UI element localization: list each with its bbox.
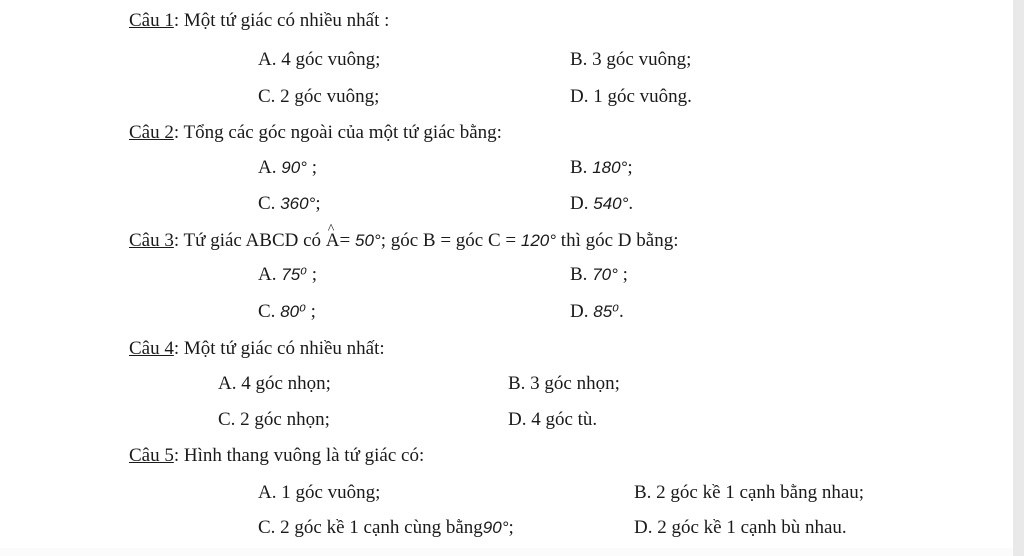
option-value: 75⁰ [281,265,307,284]
option-value: 90° [482,518,509,537]
question-4 [129,338,385,360]
question-label: Câu 4 [129,338,174,359]
option-value: 540° [593,194,629,213]
question-5-option-c [258,517,514,539]
question-text-pre: : Tứ giác ABCD có [173,230,326,251]
question-1-option-c: C. 2 góc vuông; [258,86,380,107]
angle-a-symbol: ^ A [326,230,340,252]
question-2-option-b [570,157,633,179]
question-label: Câu 2 [129,122,174,143]
question-5-option-d: D. 2 góc kề 1 cạnh bù nhau. [634,517,847,538]
option-value: 80⁰ [280,302,306,321]
question-text: : Tổng các góc ngoài của một tứ giác bằng: [173,122,502,143]
question-1-option-a: A. 4 góc vuông; [258,49,381,70]
question-4-option-d: D. 4 góc tù. [508,409,598,430]
question-1-option-b: B. 3 góc vuông; [570,49,692,70]
option-suffix: . [628,193,634,214]
question-3-option-a [258,264,317,286]
question-label: Câu 1 [129,10,174,31]
angle-equals: = [339,230,355,251]
option-suffix: ; [306,157,317,178]
option-prefix: D. [570,301,589,322]
question-2-option-d [570,193,633,215]
option-value: 70° [592,265,618,284]
question-label: Câu 3 [129,230,174,251]
option-text: C. 2 góc kề 1 cạnh cùng bằng [258,517,483,538]
option-suffix: ; [306,264,317,285]
option-prefix: A. [258,157,277,178]
question-3 [129,230,678,252]
question-text-post: thì góc D bằng: [556,230,679,251]
page-bottom-strip [0,548,1013,556]
question-3-option-d [570,301,624,323]
option-prefix: B. [570,264,588,285]
question-text: : Một tứ giác có nhiều nhất : [173,10,390,31]
question-3-option-b [570,264,628,286]
angle-a-value: 50° [354,231,381,250]
page-right-margin [1013,0,1024,556]
option-suffix: ; [305,301,316,322]
option-value: 360° [280,194,316,213]
option-prefix: B. [570,157,588,178]
question-2-option-a [258,157,317,179]
question-1 [129,10,389,32]
question-text-mid: ; góc B = góc C = [380,230,521,251]
option-suffix: ; [627,157,633,178]
question-text: : Hình thang vuông là tứ giác có: [173,445,425,466]
question-label: Câu 5 [129,445,174,466]
question-1-option-d: D. 1 góc vuông. [570,86,692,107]
question-4-option-c: C. 2 góc nhọn; [218,409,330,430]
angle-bc-value: 120° [520,231,557,250]
question-5-option-b: B. 2 góc kề 1 cạnh bằng nhau; [634,482,865,503]
question-3-option-c [258,301,316,323]
question-text: : Một tứ giác có nhiều nhất: [173,338,385,359]
option-suffix: ; [617,264,628,285]
option-prefix: C. [258,193,276,214]
option-value: 180° [592,158,628,177]
question-2 [129,122,502,144]
question-2-option-c [258,193,321,215]
question-4-option-b: B. 3 góc nhọn; [508,373,620,394]
question-4-option-a: A. 4 góc nhọn; [218,373,331,394]
option-suffix: . [618,301,624,322]
option-prefix: A. [258,264,277,285]
option-value: 90° [281,158,307,177]
option-value: 85⁰ [593,302,619,321]
question-5 [129,445,424,467]
option-prefix: C. [258,301,276,322]
option-prefix: D. [570,193,589,214]
option-suffix: ; [315,193,321,214]
question-5-option-a: A. 1 góc vuông; [258,482,381,503]
option-suffix: ; [508,517,514,538]
